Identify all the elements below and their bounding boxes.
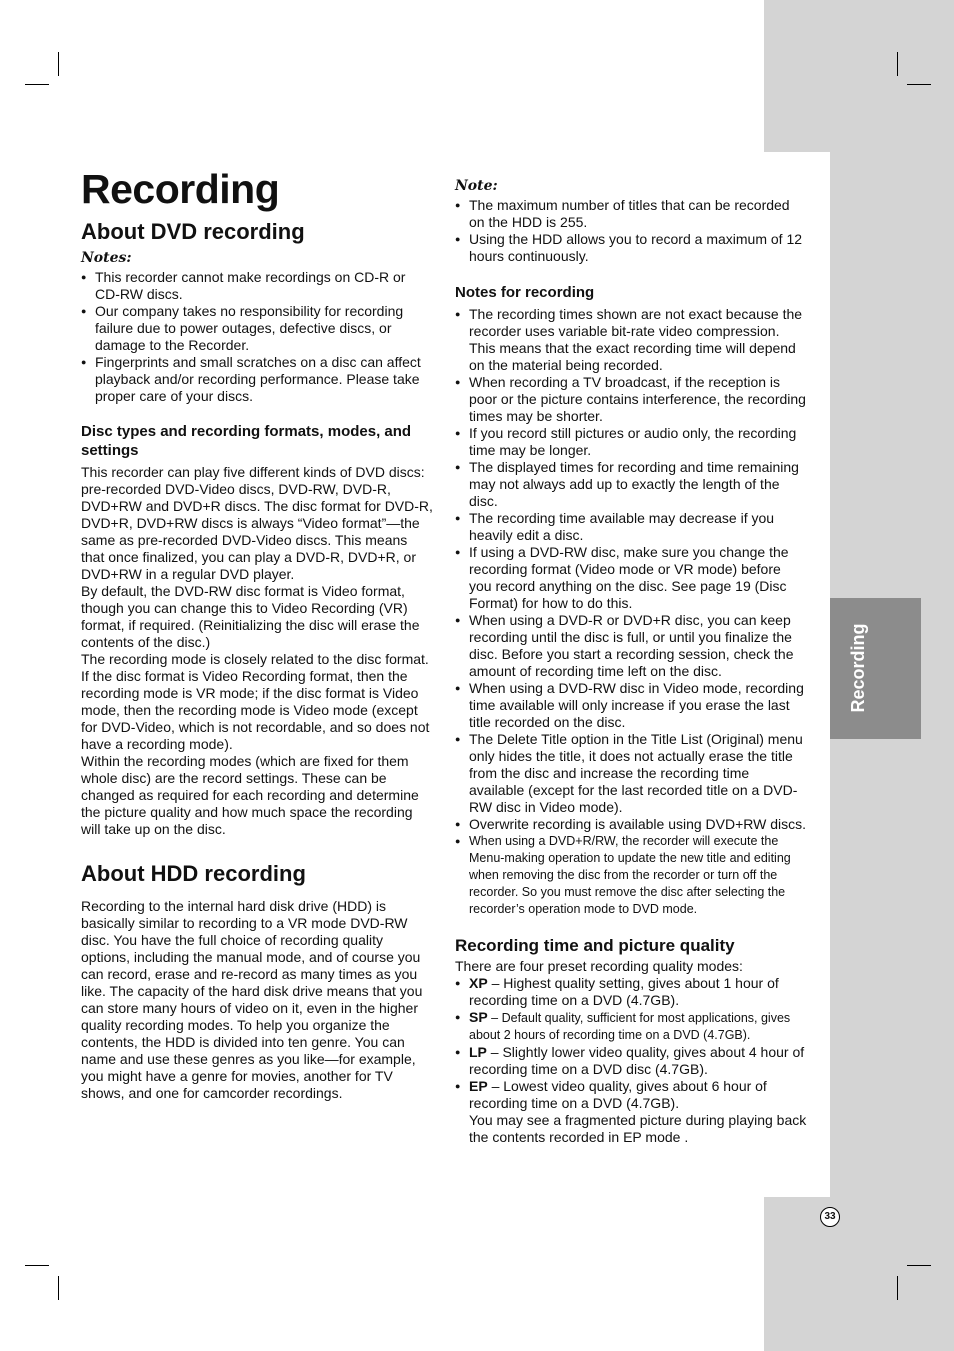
list-item: ● This recorder cannot make recordings on CD-R or CD-RW discs. xyxy=(81,269,433,303)
mode-desc: – Lowest video quality, gives about 6 hour of recording time on a DVD (4.7GB). xyxy=(469,1078,767,1111)
mode-code: SP xyxy=(469,1009,488,1025)
notes-for-recording-title: Notes for recording xyxy=(455,284,595,301)
crop-mark xyxy=(58,1276,59,1300)
recording-notes-list xyxy=(455,306,807,918)
side-tab-label: Recording xyxy=(848,623,868,713)
mode-desc: – Highest quality setting, gives about 1 hour of recording time on a DVD (4.7GB). xyxy=(469,975,779,1008)
page-number: 33 xyxy=(820,1207,840,1227)
crop-mark xyxy=(58,52,59,76)
note-heading: Note: xyxy=(455,178,498,194)
list-item: ● When using a DVD+R/RW, the recorder will execute the Menu-making operation to update the new title and editing when removing the disc from the recorder or turn off the recorder. So you must remove the disc after selecting the recorder’s operation mode to DVD mode. xyxy=(455,833,807,918)
list-item: ● When recording a TV broadcast, if the reception is poor or the picture contains interference, the recording times may be shorter. xyxy=(455,374,807,425)
list-item: ● When using a DVD-R or DVD+R disc, you can keep recording until the disc is full, or until you finalize the disc. Before you start a recording session, check the amount of recording time left on the disc. xyxy=(455,612,807,680)
list-item: ● The recording times shown are not exact because the recorder uses variable bit-rate video compression. This means that the exact recording time will depend on the material being recorded. xyxy=(455,306,807,374)
list-item: ● If using a DVD-RW disc, make sure you change the recording format (Video mode or VR mode) before you record anything on the disc. See page 19 (Disc Format) for how to do this. xyxy=(455,544,807,612)
crop-mark xyxy=(25,84,49,85)
list-item: ● Fingerprints and small scratches on a disc can affect playback and/or recording performance. Please take proper care of your discs. xyxy=(81,354,433,405)
hdd-note-list xyxy=(455,197,807,265)
notes-heading: Notes: xyxy=(81,250,132,266)
disc-types-paragraph: By default, the DVD-RW disc format is Video format, though you can change this to Video Recording (VR) format, if required. (Reinitializing the disc will erase the contents of the disc.) xyxy=(81,583,420,650)
disc-types-paragraph: This recorder can play five different kinds of DVD discs: pre-recorded DVD-Video discs, DVD-RW, DVD-R, DVD+RW and DVD+R discs. The disc format for DVD-R, DVD+R, DVD+RW discs is always “Video format”—the same as pre-recorded DVD-Video discs. This means that once finalized, you can play a DVD-R, DVD+R, or DVD+RW in a regular DVD player. xyxy=(81,464,433,582)
about-hdd-paragraph: Recording to the internal hard disk drive (HDD) is basically similar to recording to a VR mode DVD-RW disc. You have the full choice of recording quality options, including the manual mode, and of course you can record, erase and re-record as many times as you like. The capacity of the hard disk drive means that you can store many hours of video on it, even in the higher quality recording modes. To help you organize the contents, the HDD is divided into ten genre. You can name and use these genres as you like—for example, you might have a genre for movies, another for TV shows, and one for camcorder recordings. xyxy=(81,898,423,1101)
list-item: ● Our company takes no responsibility for recording failure due to power outages, defective discs, or damage to the Recorder. xyxy=(81,303,433,354)
about-hdd-title: About HDD recording xyxy=(81,861,306,886)
list-item xyxy=(455,975,807,1009)
recording-time-intro: There are four preset recording quality modes: xyxy=(455,958,743,974)
right-column xyxy=(455,174,807,1146)
mode-code: EP xyxy=(469,1078,488,1094)
list-item: ● When using a DVD-RW disc in Video mode, recording time available will only increase if you erase the last title recorded on the disc. xyxy=(455,680,807,731)
mode-code: XP xyxy=(469,975,488,991)
list-item: ● The displayed times for recording and time remaining may not always add up to exactly the length of the disc. xyxy=(455,459,807,510)
recording-time-title: Recording time and picture quality xyxy=(455,936,735,955)
dvd-notes-list xyxy=(81,269,433,405)
crop-mark xyxy=(907,84,931,85)
crop-mark xyxy=(907,1265,931,1266)
list-item xyxy=(455,1044,807,1078)
crop-mark xyxy=(897,1276,898,1300)
ep-extra-note: You may see a fragmented picture during playing back the contents recorded in EP mode . xyxy=(469,1112,807,1145)
list-item: ● Overwrite recording is available using DVD+RW discs. xyxy=(455,816,807,833)
mode-desc: – Slightly lower video quality, gives about 4 hour of recording time on a DVD disc (4.7GB). xyxy=(469,1044,805,1077)
mode-code: LP xyxy=(469,1044,487,1060)
about-dvd-title: About DVD recording xyxy=(81,219,305,244)
disc-types-paragraph: Within the recording modes (which are fixed for them whole disc) are the record settings. These can be changed as required for each recording and determine the picture quality and how much space the recording will take up on the disc. xyxy=(81,753,419,837)
list-item xyxy=(455,1009,807,1044)
list-item: ● The maximum number of titles that can be recorded on the HDD is 255. xyxy=(455,197,807,231)
mode-desc: – Default quality, sufficient for most applications, gives about 2 hours of recording time on a DVD (4.7GB). xyxy=(469,1011,791,1042)
disc-types-paragraph: The recording mode is closely related to the disc format. If the disc format is Video Recording format, then the recording mode is VR mode; if the disc format is Video mode, then the recording mode is Video mode (except for DVD-Video, which is not recordable, and so does not have a recording mode). xyxy=(81,651,430,752)
list-item: ● The Delete Title option in the Title List (Original) menu only hides the title, it does not actually erase the title from the disc and increase the recording time available (except for the last recorded title on a DVD-RW disc in Video mode). xyxy=(455,731,807,816)
page-title: Recording xyxy=(81,166,280,212)
list-item: ● The recording time available may decrease if you heavily edit a disc. xyxy=(455,510,807,544)
section-side-tab xyxy=(830,598,921,739)
list-item xyxy=(455,1078,807,1146)
crop-mark xyxy=(897,52,898,76)
quality-modes-list xyxy=(455,975,807,1146)
list-item: ● Using the HDD allows you to record a maximum of 12 hours continuously. xyxy=(455,231,807,265)
disc-types-title: Disc types and recording formats, modes, and settings xyxy=(81,423,412,459)
left-column xyxy=(81,218,433,1102)
list-item: ● If you record still pictures or audio only, the recording time may be longer. xyxy=(455,425,807,459)
crop-mark xyxy=(25,1265,49,1266)
